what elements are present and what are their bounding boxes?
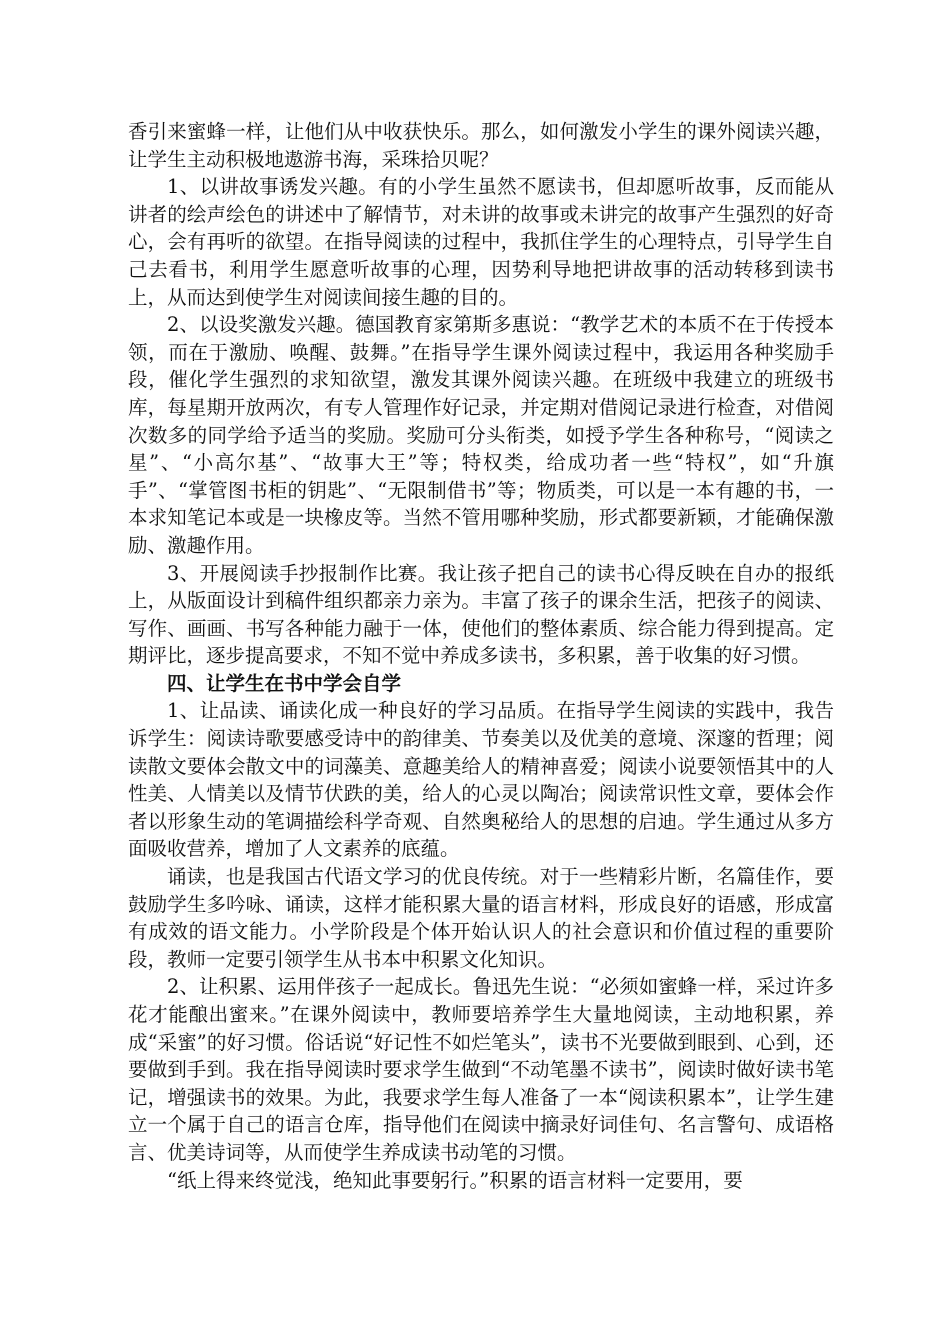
paragraph-handwritten-newspaper: 3、开展阅读手抄报制作比赛。我让孩子把自己的读书心得反映在自办的报纸上，从版面设计到稿件组织都亲力亲为。丰富了孩子的课余生活，把孩子的阅读、写作、画画、书写各种能力融于一体，使他们的整体素质、综合能力得到提高。定期评比，逐步提高要求，不知不觉中养成多读书，多积累，善于收集的好习惯。 (128, 561, 834, 668)
paragraph-continuation: 香引来蜜蜂一样，让他们从中收获快乐。那么，如何激发小学生的课外阅读兴趣，让学生主动积极地遨游书海，采珠拾贝呢？ (128, 120, 834, 171)
document-page (128, 118, 834, 1194)
paragraph-story-interest: 1、以讲故事诱发兴趣。有的小学生虽然不愿读书，但却愿听故事，反而能从讲者的绘声绘色的讲述中了解情节，对未讲的故事或未讲完的故事产生强烈的好奇心，会有再听的欲望。在指导阅读的过程中，我抓住学生的心理特点，引导学生自己去看书，利用学生愿意听故事的心理，因势利导地把讲故事的活动转移到读书上，从而达到使学生对阅读间接生趣的目的。 (128, 175, 834, 309)
paragraph-practice: “纸上得来终觉浅，绝知此事要躬行。”积累的语言材料一定要用，要 (167, 1168, 743, 1192)
section-heading: 四、让学生在书中学会自学 (167, 671, 402, 695)
paragraph-reward-interest: 2、以设奖激发兴趣。德国教育家第斯多惠说：“教学艺术的本质不在于传授本领，而在于激励、唤醒、鼓舞。”在指导学生课外阅读过程中，我运用各种奖励手段，催化学生强烈的求知欲望，激发其课外阅读兴趣。在班级中我建立的班级书库，每星期开放两次，有专人管理作好记录，并定期对借阅记录进行检查，对借阅次数多的同学给予适当的奖励。奖励可分头衔类，如授予学生各种称号，“阅读之星”、“小高尔基”、“故事大王”等；特权类，给成功者一些“特权”，如“升旗手”、“掌管图书柜的钥匙”、“无限制借书”等；物质类，可以是一本有趣的书，一本求知笔记本或是一块橡皮等。当然不管用哪种奖励，形式都要新颖，才能确保激励、激趣作用。 (128, 313, 834, 557)
paragraph-recitation: 诵读，也是我国古代语文学习的优良传统。对于一些精彩片断，名篇佳作，要鼓励学生多吟咏、诵读，这样才能积累大量的语言材料，形成良好的语感，形成富有成效的语文能力。小学阶段是个体开始认识人的社会意识和价值过程的重要阶段，教师一定要引领学生从书本中积累文化知识。 (128, 865, 834, 971)
paragraph-accumulation: 2、让积累、运用伴孩子一起成长。鲁迅先生说：“必须如蜜蜂一样，采过许多花才能酿出蜜来。”在课外阅读中，教师要培养学生大量地阅读，主动地积累，养成“采蜜”的好习惯。俗话说“好记性不如烂笔头”，读书不光要做到眼到、心到，还要做到手到。我在指导阅读时要求学生做到“不动笔墨不读书”，阅读时做好读书笔记，增强读书的效果。为此，我要求学生每人准备了一本“阅读积累本”，让学生建立一个属于自己的语言仓库，指导他们在阅读中摘录好词佳句、名言警句、成语格言、优美诗词等，从而使学生养成读书动笔的习惯。 (128, 975, 834, 1164)
paragraph-reading-quality: 1、让品读、诵读化成一种良好的学习品质。在指导学生阅读的实践中，我告诉学生：阅读诗歌要感受诗中的韵律美、节奏美以及优美的意境、深邃的哲理；阅读散文要体会散文中的词藻美、意趣美给人的精神喜爱；阅读小说要领悟其中的人性美、人情美以及情节伏跌的美，给人的心灵以陶冶；阅读常识性文章，要体会作者以形象生动的笔调描绘科学奇观、自然奥秘给人的思想的启迪。学生通过从多方面吸收营养，增加了人文素养的底蕴。 (128, 699, 834, 861)
